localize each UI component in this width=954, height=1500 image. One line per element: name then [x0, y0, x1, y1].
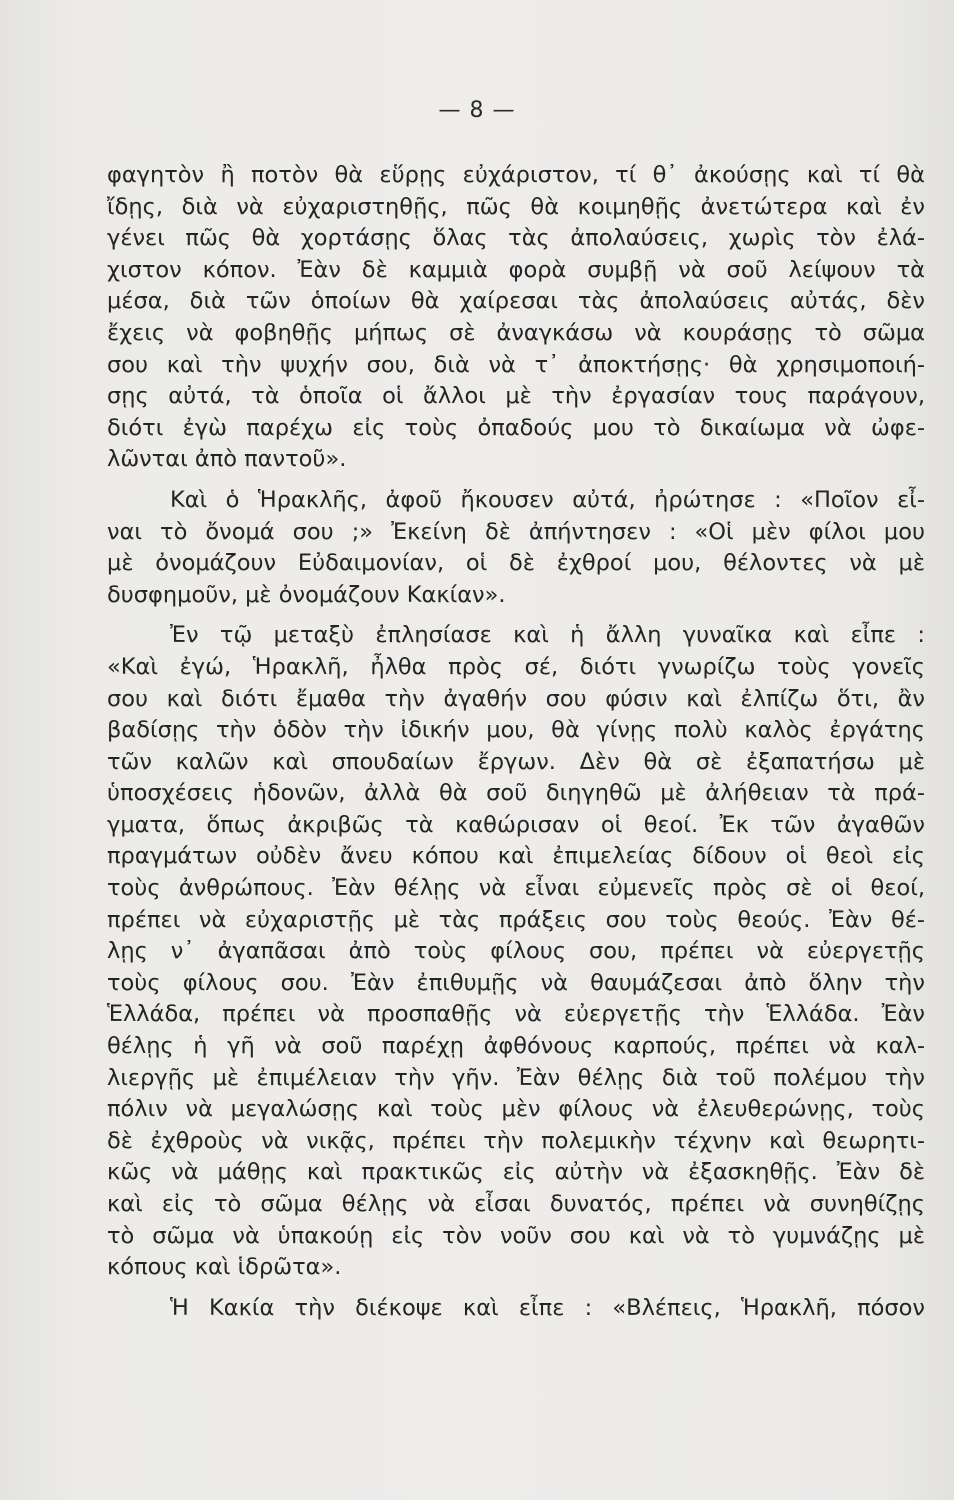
paragraph-4 — [107, 1293, 925, 1325]
text-line: τῶν καλῶν καὶ σπουδαίων ἔργων. Δὲν θὰ σὲ ἐξαπατήσω μὲ — [107, 748, 925, 775]
text-line: κόπους καὶ ἱδρῶτα». — [107, 1254, 342, 1281]
text-line: «Καὶ ἐγώ, Ἡρακλῆ, ἦλθα πρὸς σέ, διότι γνωρίζω τοὺς γονεῖς — [107, 653, 925, 680]
text-line: σου καὶ τὴν ψυχήν σου, διὰ νὰ τ᾽ ἀποκτήσῃς· θὰ χρησιμοποιή- — [107, 351, 925, 378]
paragraph-1 — [107, 160, 925, 476]
text-line: γματα, ὅπως ἀκριβῶς τὰ καθώρισαν οἱ θεοί. Ἐκ τῶν ἀγαθῶν — [107, 811, 925, 838]
text-line: κῶς νὰ μάθῃς καὶ πρακτικῶς εἰς αὐτὴν νὰ ἐξασκηθῇς. Ἐὰν δὲ — [107, 1159, 925, 1186]
text-line: τὸ σῶμα νὰ ὑπακούῃ εἰς τὸν νοῦν σου καὶ νὰ τὸ γυμνάζῃς μὲ — [107, 1222, 925, 1249]
body-text — [107, 160, 925, 1324]
text-line: δυσφημοῦν, μὲ ὀνομάζουν Κακίαν». — [107, 581, 506, 608]
text-line: γένει πῶς θὰ χορτάσῃς ὅλας τὰς ἀπολαύσεις, χωρὶς τὸν ἐλά- — [107, 225, 925, 252]
text-line: μέσα, διὰ τῶν ὁποίων θὰ χαίρεσαι τὰς ἀπολαύσεις αὐτάς, δὲν — [107, 288, 925, 315]
text-line: λιεργῇς μὲ ἐπιμέλειαν τὴν γῆν. Ἐὰν θέλῃς διὰ τοῦ πολέμου τὴν — [107, 1064, 925, 1091]
text-line: χιστον κόπον. Ἐὰν δὲ καμμιὰ φορὰ συμβῇ νὰ σοῦ λείψουν τὰ — [107, 256, 925, 283]
text-line: Ἑλλάδα, πρέπει νὰ προσπαθῇς νὰ εὐεργετῇς τὴν Ἑλλάδα. Ἐὰν — [107, 1001, 925, 1028]
text-line: ναι τὸ ὄνομά σου ;» Ἐκείνη δὲ ἀπήντησεν : «Οἱ μὲν φίλοι μου — [107, 518, 925, 545]
text-line: Ἡ Κακία τὴν διέκοψε καὶ εἶπε : «Βλέπεις, Ἡρακλῆ, πόσον — [170, 1294, 925, 1321]
text-line: Ἐν τῷ μεταξὺ ἐπλησίασε καὶ ἡ ἄλλη γυναῖκα καὶ εἶπε : — [170, 622, 925, 649]
text-line: τοὺς φίλους σου. Ἐὰν ἐπιθυμῇς νὰ θαυμάζεσαι ἀπὸ ὅλην τὴν — [107, 969, 925, 996]
text-line: καὶ εἰς τὸ σῶμα θέλῃς νὰ εἶσαι δυνατός, πρέπει νὰ συνηθίζῃς — [107, 1191, 925, 1217]
paragraph-3 — [107, 620, 925, 1283]
text-line: πόλιν νὰ μεγαλώσῃς καὶ τοὺς μὲν φίλους νὰ ἐλευθερώνῃς, τοὺς — [107, 1096, 925, 1123]
text-line: Καὶ ὁ Ἡρακλῆς, ἀφοῦ ἤκουσεν αὐτά, ἠρώτησε : «Ποῖον εἶ- — [170, 486, 925, 513]
paragraph-2 — [107, 485, 925, 611]
text-line: θέλῃς ἡ γῆ νὰ σοῦ παρέχῃ ἀφθόνους καρπούς, πρέπει νὰ καλ- — [107, 1033, 925, 1060]
text-line: τοὺς ἀνθρώπους. Ἐὰν θέλῃς νὰ εἶναι εὐμενεῖς πρὸς σὲ οἱ θεοί, — [107, 875, 925, 902]
text-line: μὲ ὀνομάζουν Εὐδαιμονίαν, οἱ δὲ ἐχθροί μου, θέλοντες νὰ μὲ — [107, 550, 925, 577]
text-line: λῃς ν᾽ ἀγαπᾶσαι ἀπὸ τοὺς φίλους σου, πρέπει νὰ εὐεργετῇς — [107, 938, 925, 965]
text-line: φαγητὸν ἢ ποτὸν θὰ εὕρῃς εὐχάριστον, τί θ᾽ ἀκούσῃς καὶ τί θὰ — [107, 162, 925, 188]
page-number: — 8 — — [438, 98, 516, 123]
text-line: δὲ ἐχθροὺς νὰ νικᾷς, πρέπει τὴν πολεμικὴν τέχνην καὶ θεωρητι- — [107, 1127, 925, 1154]
text-line: βαδίσῃς τὴν ὁδὸν τὴν ἰδικήν μου, θὰ γίνῃς πολὺ καλὸς ἐργάτης — [107, 717, 925, 744]
text-line: ἴδῃς, διὰ νὰ εὐχαριστηθῇς, πῶς θὰ κοιμηθῇς ἀνετώτερα καὶ ἐν — [107, 193, 925, 220]
text-line: ἔχεις νὰ φοβηθῇς μήπως σὲ ἀναγκάσω νὰ κουράσῃς τὸ σῶμα — [107, 319, 925, 346]
text-line: σῃς αὐτά, τὰ ὁποῖα οἱ ἄλλοι μὲ τὴν ἐργασίαν τους παράγουν, — [107, 383, 925, 410]
text-line: πρέπει νὰ εὐχαριστῇς μὲ τὰς πράξεις σου τοὺς θεούς. Ἐὰν θέ- — [107, 906, 925, 933]
text-line: ὑποσχέσεις ἡδονῶν, ἀλλὰ θὰ σοῦ διηγηθῶ μὲ ἀλήθειαν τὰ πρά- — [107, 780, 925, 807]
text-line: διότι ἐγὼ παρέχω εἰς τοὺς ὀπαδούς μου τὸ δικαίωμα νὰ ὠφε- — [107, 414, 925, 441]
text-line: πραγμάτων οὐδὲν ἄνευ κόπου καὶ ἐπιμελείας δίδουν οἱ θεοὶ εἰς — [107, 843, 925, 870]
text-line: λῶνται ἀπὸ παντοῦ». — [107, 446, 347, 473]
text-line: σου καὶ διότι ἔμαθα τὴν ἀγαθήν σου φύσιν καὶ ἐλπίζω ὅτι, ἂν — [107, 685, 925, 712]
